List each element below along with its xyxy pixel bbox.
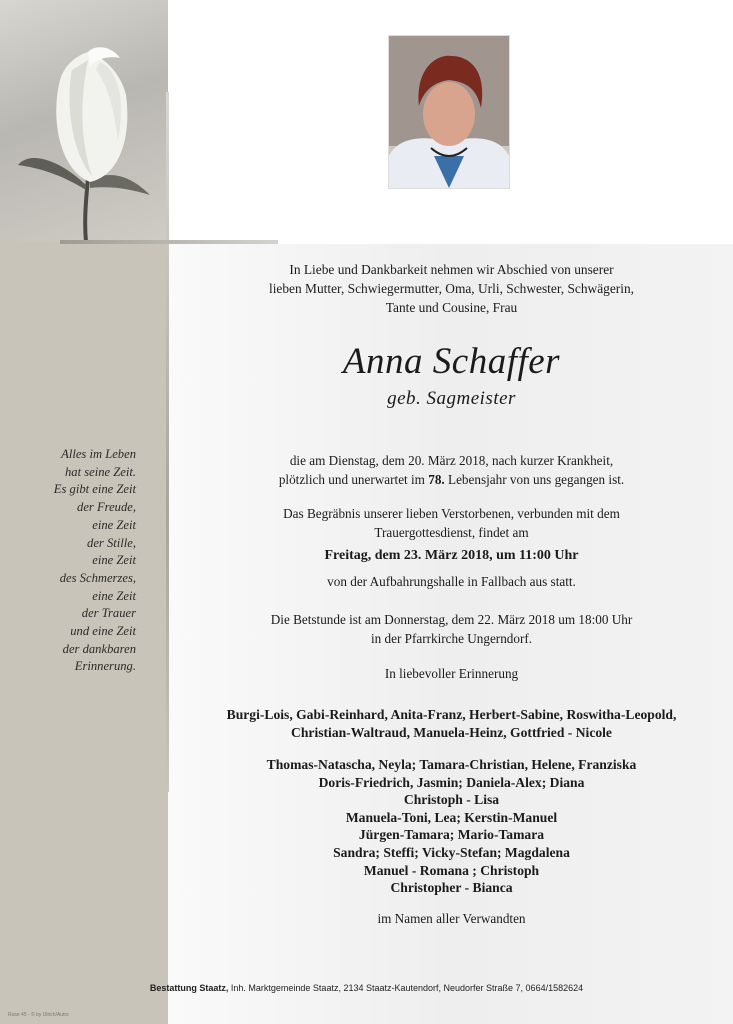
portrait-photo: [389, 36, 509, 188]
deceased-name: Anna Schaffer: [342, 341, 561, 382]
funeral-date: Freitag, dem 23. März 2018, um 11:00 Uhr: [324, 548, 579, 563]
footer-company: Bestattung Staatz,: [149, 983, 229, 993]
intro-line: Tante und Cousine, Frau: [385, 300, 518, 315]
family-line: Burgi-Lois, Gabi-Reinhard, Anita-Franz, Herbert-Sabine, Roswitha-Leopold,: [226, 707, 677, 722]
death-notice: [170, 452, 733, 489]
maiden-name: geb. Sagmeister: [387, 388, 516, 409]
closing-line: im Namen aller Verwandten: [377, 911, 526, 926]
death-text: Lebensjahr von uns gegangen ist.: [444, 471, 625, 487]
footer-details: Inh. Marktgemeinde Staatz, 2134 Staatz-Kautendorf, Neudorfer Straße 7, 0664/1582624: [228, 983, 584, 993]
vigil-notice: [170, 611, 733, 648]
rose-icon: [0, 0, 168, 242]
family-group-grandchildren: [170, 756, 733, 897]
funeral-notice: [170, 505, 733, 542]
funeral-line: Trauergottesdienst, findet am: [374, 524, 529, 540]
vigil-line: in der Pfarrkirche Ungerndorf.: [370, 630, 533, 646]
vigil-line: Die Betstunde ist am Donnerstag, dem 22. März 2018 um 18:00 Uhr: [270, 612, 633, 627]
image-credit: Rose 45 - © by Ulrich/Autrs: [8, 1012, 69, 1018]
vertical-divider: [166, 92, 169, 792]
family-line: Christopher - Bianca: [390, 880, 513, 896]
funeral-line: Das Begräbnis unserer lieben Verstorbenen, verbunden mit dem: [283, 506, 620, 521]
family-line: Christian-Waltraud, Manuela-Heinz, Gottfried - Nicole: [291, 724, 612, 740]
funeral-location: von der Aufbahrungshalle in Fallbach aus statt.: [327, 574, 576, 589]
intro-line: lieben Mutter, Schwiegermutter, Oma, Urli, Schwester, Schwägerin,: [268, 281, 635, 296]
intro-text: [170, 260, 733, 317]
quote-line: eine Zeit: [92, 588, 136, 603]
family-line: Christoph - Lisa: [403, 792, 500, 808]
quote-line: Erinnerung.: [74, 659, 136, 674]
quote-block: [8, 446, 136, 676]
quote-line: des Schmerzes,: [59, 570, 136, 585]
quote-line: Es gibt eine Zeit: [53, 482, 136, 497]
family-group-children: [170, 706, 733, 741]
quote-line: Alles im Leben: [61, 447, 136, 461]
quote-line: eine Zeit: [92, 553, 136, 568]
quote-line: der Freude,: [77, 500, 136, 515]
death-line: [170, 471, 733, 490]
family-line: Thomas-Natascha, Neyla; Tamara-Christian, Helene, Franziska: [266, 757, 637, 772]
intro-line: In Liebe und Dankbarkeit nehmen wir Abschied von unserer: [289, 262, 614, 277]
family-line: Manuel - Romana ; Christoph: [363, 862, 540, 878]
portrait-icon: [389, 36, 509, 188]
family-line: Jürgen-Tamara; Mario-Tamara: [358, 827, 545, 843]
rose-image: [0, 0, 168, 242]
horizontal-divider: [60, 240, 278, 244]
death-line: die am Dienstag, dem 20. März 2018, nach kurzer Krankheit,: [289, 453, 614, 468]
quote-line: der dankbaren: [62, 641, 136, 656]
footer: [0, 983, 733, 993]
quote-line: der Stille,: [87, 535, 136, 550]
quote-line: hat seine Zeit.: [64, 464, 136, 479]
quote-line: und eine Zeit: [70, 624, 136, 639]
memory-line: In liebevoller Erinnerung: [384, 666, 519, 681]
family-line: Sandra; Steffi; Vicky-Stefan; Magdalena: [333, 844, 570, 860]
death-text: plötzlich und unerwartet im: [278, 471, 429, 487]
family-line: Manuela-Toni, Lea; Kerstin-Manuel: [345, 809, 558, 825]
quote-line: der Trauer: [81, 606, 136, 621]
family-line: Doris-Friedrich, Jasmin; Daniela-Alex; Diana: [318, 774, 585, 790]
age: 78.: [428, 471, 445, 487]
quote-line: eine Zeit: [92, 517, 136, 532]
